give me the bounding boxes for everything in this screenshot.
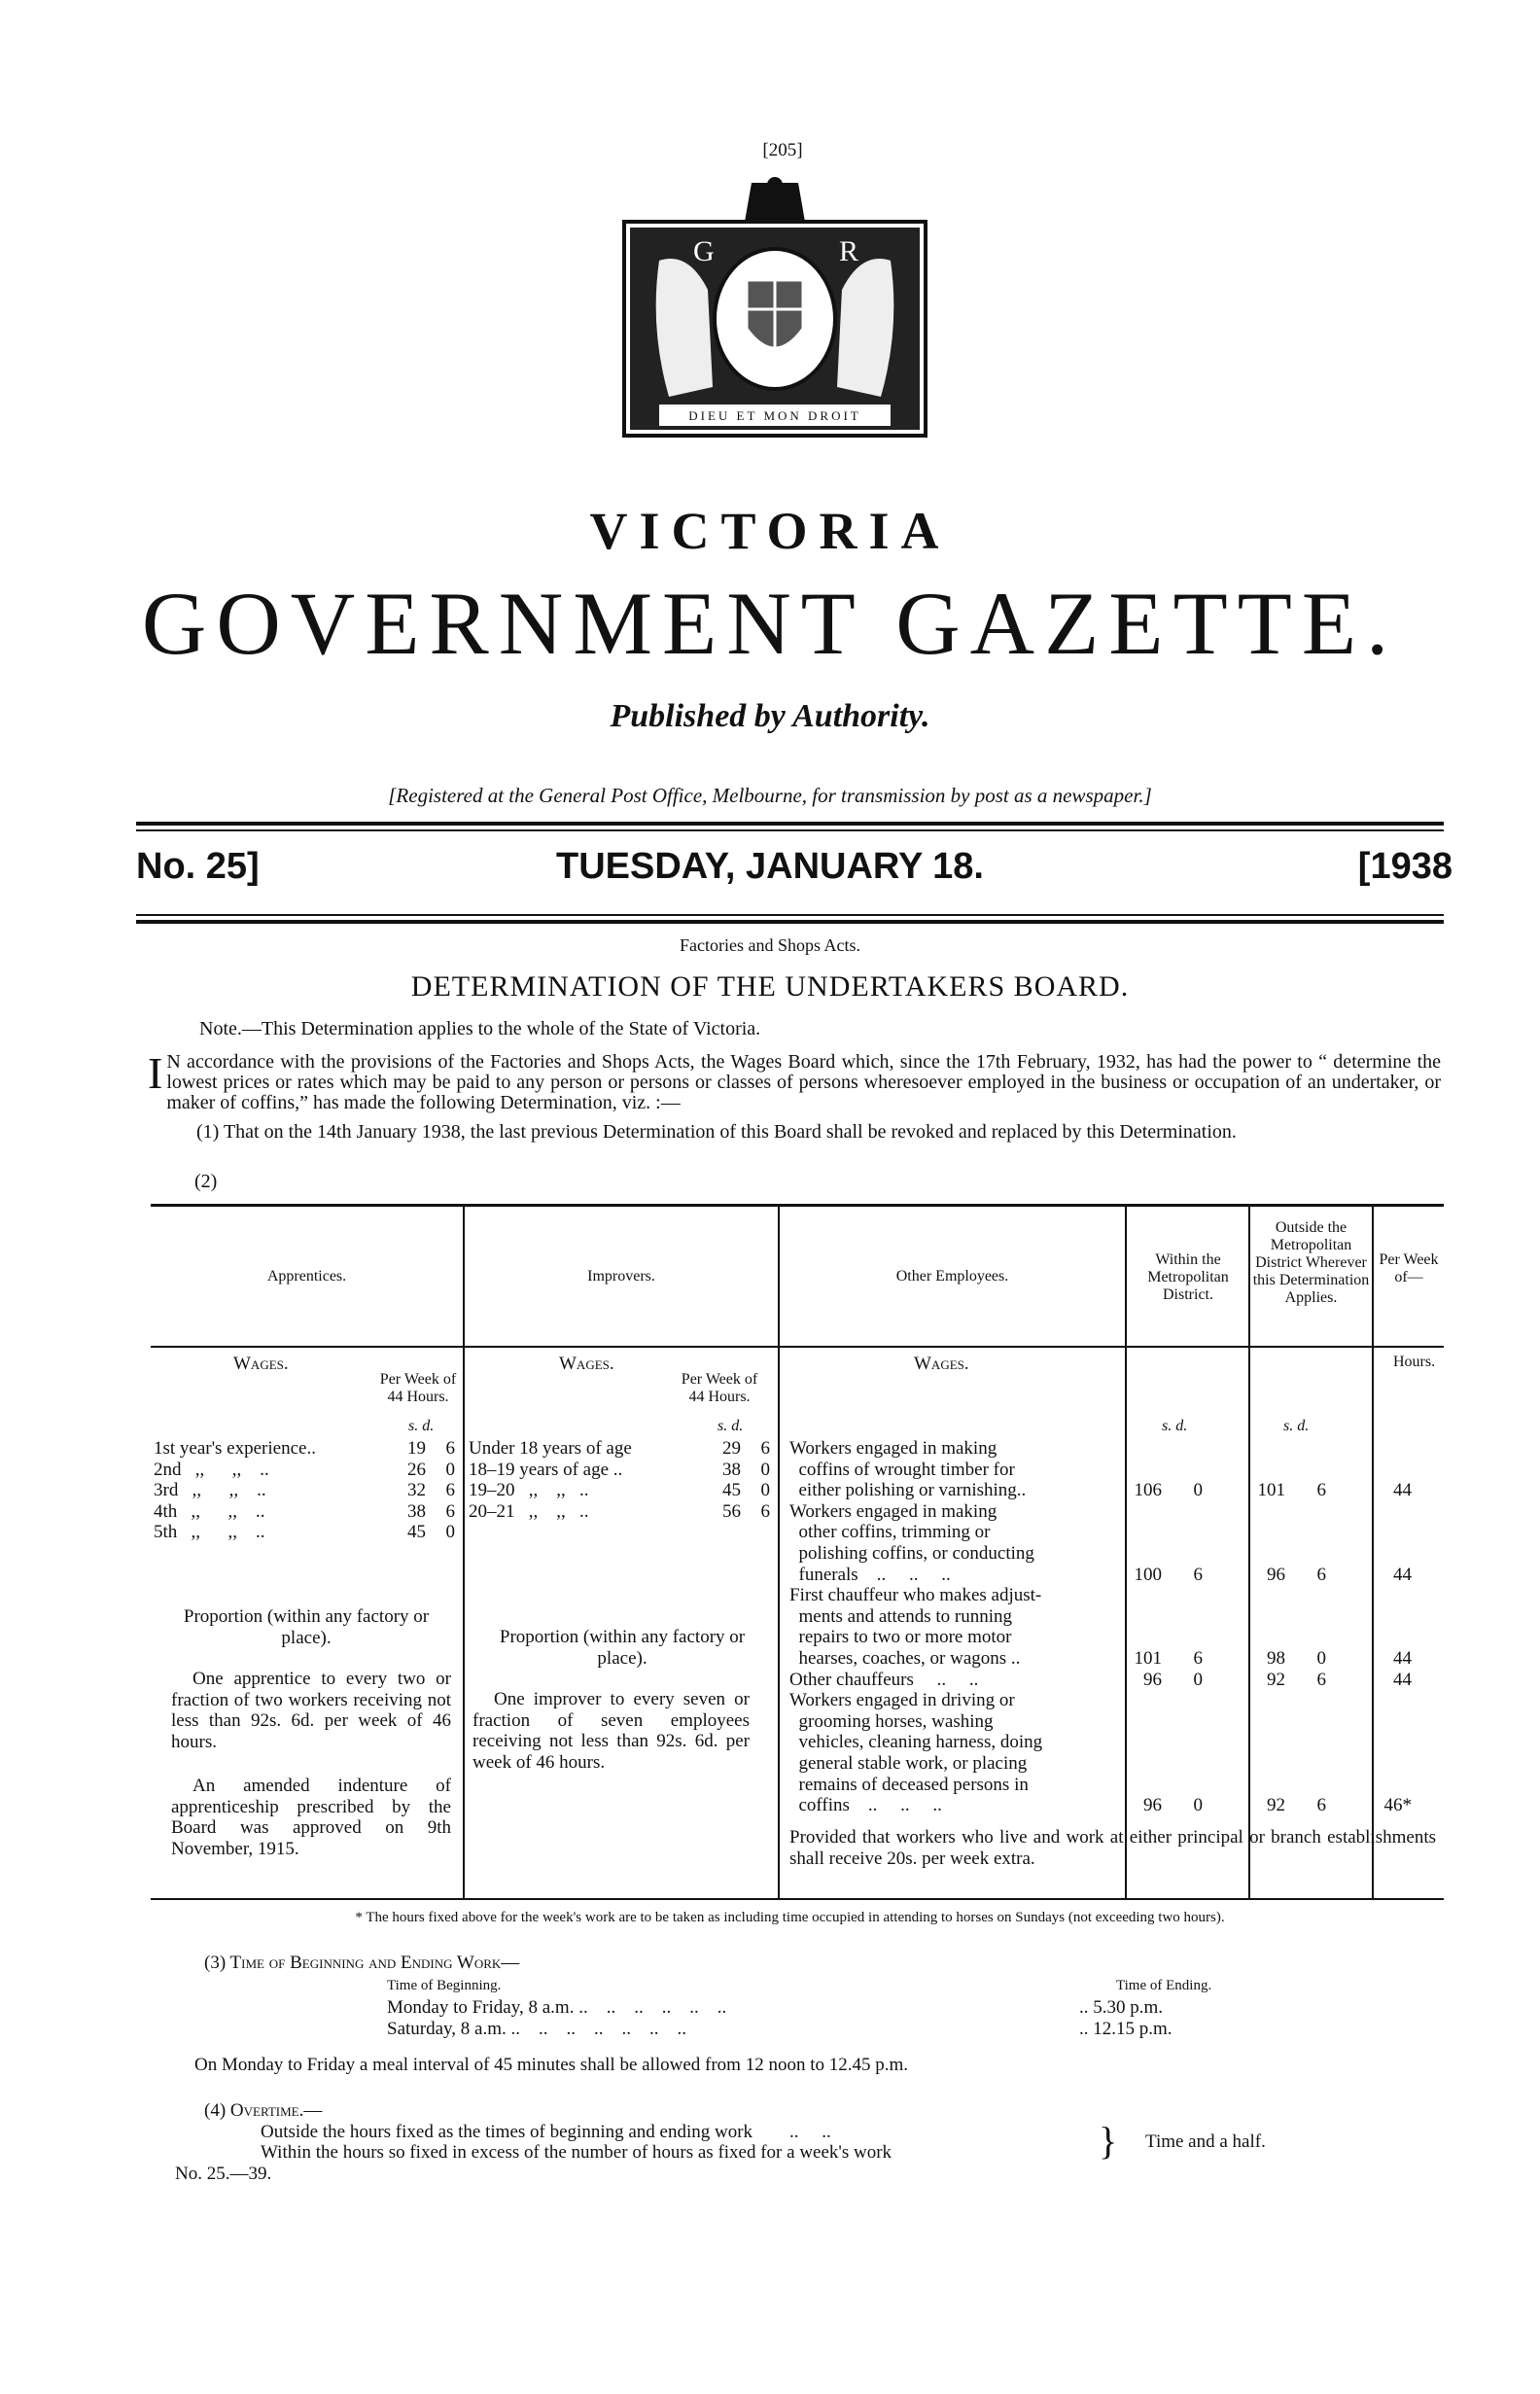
- hours-row-1-begin: Monday to Friday, 8 a.m. .. .. .. .. .. ..: [387, 1997, 727, 2018]
- clause-2: (2): [194, 1171, 218, 1192]
- proviso: Provided that workers who live and work at either principal or branch establishments shall receive 20s. per week extra.: [789, 1827, 1436, 1869]
- wage-pence: 6: [760, 1438, 770, 1459]
- amount-od: 6: [1316, 1564, 1326, 1585]
- outside-sd: s. d.: [1283, 1418, 1310, 1434]
- issue-number: No. 25]: [136, 846, 260, 887]
- hours-row-2-begin: Saturday, 8 a.m. .. .. .. .. .. .. ..: [387, 2019, 687, 2039]
- table-row: [789, 1460, 1441, 1481]
- amount-wd: 6: [1193, 1647, 1203, 1669]
- table-row: [789, 1732, 1441, 1753]
- employee-description: Workers engaged in making: [789, 1438, 998, 1459]
- improvers-per-week: Per Week of 44 Hours.: [681, 1371, 758, 1405]
- amount-os: 92: [1267, 1795, 1285, 1816]
- table-row: [154, 1522, 459, 1543]
- footer-reference: No. 25.—39.: [175, 2164, 272, 2184]
- table-row: [789, 1648, 1441, 1670]
- amount-od: 0: [1316, 1647, 1326, 1669]
- brace-icon: }: [1099, 2119, 1118, 2163]
- wage-shillings: 56: [722, 1500, 741, 1522]
- table-row: [789, 1480, 1441, 1501]
- meal-interval: On Monday to Friday a meal interval of 45 minutes shall be allowed from 12 noon to 12.45 p.m.: [194, 2055, 909, 2075]
- table-row: [469, 1480, 774, 1501]
- header-improvers: Improvers.: [587, 1268, 655, 1285]
- state-title: VICTORIA: [589, 502, 951, 560]
- amount-ws: 96: [1143, 1669, 1162, 1690]
- amount-h: 44: [1393, 1669, 1412, 1690]
- amount-ws: 100: [1134, 1564, 1162, 1585]
- wage-shillings: 38: [407, 1500, 426, 1522]
- hours-row-2-end: .. 12.15 p.m.: [1079, 2019, 1172, 2039]
- wage-pence: 6: [445, 1480, 455, 1501]
- wage-label: 3rd ,, ,, ..: [154, 1480, 266, 1501]
- table-row: [154, 1460, 459, 1481]
- employee-description: ments and attends to running: [789, 1605, 1013, 1627]
- overtime-rate: Time and a half.: [1145, 2131, 1266, 2152]
- apprentices-sd: s. d.: [408, 1418, 435, 1434]
- intro-paragraph: [148, 1048, 1441, 1113]
- page-number: [205]: [762, 140, 803, 160]
- clause-1: (1) That on the 14th January 1938, the last previous Determination of this Board shall be revoked and replaced by this Determination.: [196, 1121, 1237, 1143]
- amount-os: 101: [1257, 1480, 1285, 1501]
- amount-os: 98: [1267, 1647, 1285, 1669]
- other-employees-list: [789, 1438, 1441, 1816]
- col-end: Time of Ending.: [1116, 1978, 1212, 1993]
- apprentices-wages-label: Wages.: [233, 1354, 289, 1374]
- gazette-title: GOVERNMENT GAZETTE.: [141, 574, 1399, 673]
- hours-row-1-end: .. 5.30 p.m.: [1079, 1997, 1164, 2018]
- apprentice-indenture: An amended indenture of apprenticeship prescribed by the Board was approved on 9th November, 1915.: [171, 1776, 451, 1859]
- wage-label: Under 18 years of age: [469, 1438, 632, 1459]
- wage-pence: 6: [760, 1500, 770, 1522]
- wage-label: 19–20 ,, ,, ..: [469, 1480, 589, 1501]
- table-row: [154, 1438, 459, 1460]
- crest-letter-r: R: [839, 235, 859, 267]
- header-other-employees: Other Employees.: [895, 1268, 1009, 1285]
- table-row: [154, 1480, 459, 1501]
- table-row: [789, 1753, 1441, 1775]
- published-by-authority: Published by Authority.: [610, 698, 930, 734]
- intro-text: N accordance with the provisions of the Factories and Shops Acts, the Wages Board which, since the 17th February, 1932, has had the power to “ determine the lowest prices or rates which may be paid to any person or persons or classes of persons wheresoever employed in the business or occupation of an undertaker, or maker of coffins,” has made the following Determination, viz. :—: [166, 1051, 1441, 1113]
- wage-label: 18–19 years of age ..: [469, 1459, 623, 1480]
- hours-title-text: (3) Time of Beginning and Ending Work—: [204, 1953, 520, 1973]
- amount-wd: 6: [1193, 1564, 1203, 1585]
- apprentice-proportion-title: Proportion (within any factory or place).: [183, 1606, 430, 1648]
- hours-title: [204, 1953, 519, 1974]
- amount-h: 44: [1393, 1564, 1412, 1585]
- wage-label: 1st year's experience..: [154, 1438, 316, 1459]
- apprentice-proportion: One apprentice to every two or fraction of two workers receiving not less than 92s. 6d. per week of 46 hours.: [171, 1669, 451, 1752]
- table-row: [789, 1565, 1441, 1586]
- wage-shillings: 29: [722, 1438, 741, 1459]
- wage-shillings: 32: [407, 1480, 426, 1501]
- wage-label: 20–21 ,, ,, ..: [469, 1500, 589, 1522]
- amount-wd: 0: [1193, 1480, 1203, 1501]
- table-row: [789, 1690, 1441, 1711]
- registration-note: [Registered at the General Post Office, Melbourne, for transmission by post as a newspaper.]: [388, 784, 1152, 807]
- employee-description: Workers engaged in driving or: [789, 1690, 1015, 1711]
- employee-description: coffins .. .. ..: [789, 1795, 942, 1816]
- wage-pence: 0: [760, 1459, 770, 1480]
- crest-letter-g: G: [693, 235, 715, 267]
- amount-wd: 0: [1193, 1669, 1203, 1690]
- overtime-line-1: Outside the hours fixed as the times of beginning and ending work .. ..: [261, 2122, 831, 2142]
- issue-date: TUESDAY, JANUARY 18.: [556, 846, 984, 887]
- note: Note.—This Determination applies to the whole of the State of Victoria.: [199, 1018, 761, 1039]
- col-begin: Time of Beginning.: [387, 1978, 502, 1993]
- improver-proportion-title: Proportion (within any factory or place).: [499, 1627, 746, 1669]
- employee-description: First chauffeur who makes adjust-: [789, 1585, 1042, 1606]
- amount-od: 6: [1316, 1795, 1326, 1816]
- employee-description: Workers engaged in making: [789, 1500, 998, 1522]
- wage-pence: 0: [445, 1522, 455, 1543]
- wage-pence: 0: [760, 1480, 770, 1501]
- apprentices-per-week: Per Week of 44 Hours.: [379, 1371, 457, 1405]
- wage-pence: 6: [445, 1500, 455, 1522]
- wage-shillings: 45: [407, 1522, 426, 1543]
- amount-h: 46*: [1383, 1795, 1412, 1816]
- amount-h: 44: [1393, 1480, 1412, 1501]
- table-row: [789, 1670, 1441, 1691]
- employee-description: hearses, coaches, or wagons ..: [789, 1647, 1021, 1669]
- overtime-line-2: Within the hours so fixed in excess of the number of hours as fixed for a week's work: [261, 2142, 892, 2163]
- table-row: [789, 1501, 1441, 1523]
- royal-coat-of-arms: [620, 173, 929, 440]
- table-row: [789, 1711, 1441, 1733]
- amount-od: 6: [1316, 1480, 1326, 1501]
- employee-description: remains of deceased persons in: [789, 1774, 1029, 1795]
- amount-os: 92: [1267, 1669, 1285, 1690]
- crest-motto: DIEU ET MON DROIT: [688, 408, 861, 423]
- wage-label: 4th ,, ,, ..: [154, 1500, 265, 1522]
- table-row: [789, 1795, 1441, 1816]
- employee-description: coffins of wrought timber for: [789, 1459, 1015, 1480]
- acts-title: Factories and Shops Acts.: [680, 935, 860, 955]
- table-row: [789, 1585, 1441, 1606]
- wage-shillings: 45: [722, 1480, 741, 1501]
- determination-heading: DETERMINATION OF THE UNDERTAKERS BOARD.: [410, 970, 1130, 1003]
- employee-description: general stable work, or placing: [789, 1752, 1028, 1774]
- table-row: [154, 1501, 459, 1523]
- wage-label: 5th ,, ,, ..: [154, 1522, 265, 1543]
- amount-ws: 101: [1134, 1647, 1162, 1669]
- wage-shillings: 26: [407, 1459, 426, 1480]
- wage-shillings: 38: [722, 1459, 741, 1480]
- wage-pence: 6: [445, 1438, 455, 1459]
- hours-label: Hours.: [1393, 1354, 1436, 1370]
- employee-description: vehicles, cleaning harness, doing: [789, 1732, 1043, 1753]
- apprentices-wage-list: [154, 1438, 459, 1543]
- table-row: [789, 1522, 1441, 1543]
- footnote: * The hours fixed above for the week's work are to be taken as including time occupied in attending to horses on Sundays (not exceeding two hours).: [355, 1910, 1225, 1925]
- amount-wd: 0: [1193, 1795, 1203, 1816]
- employee-description: either polishing or varnishing..: [789, 1480, 1027, 1501]
- header-per-week: Per Week of—: [1379, 1251, 1439, 1285]
- header-outside-metro: Outside the Metropolitan District Wherever this Determination Applies.: [1252, 1219, 1370, 1306]
- amount-ws: 96: [1143, 1795, 1162, 1816]
- table-row: [789, 1775, 1441, 1796]
- wage-pence: 0: [445, 1459, 455, 1480]
- table-row: [469, 1438, 774, 1460]
- within-sd: s. d.: [1162, 1418, 1188, 1434]
- header-apprentices: Apprentices.: [266, 1268, 347, 1285]
- amount-ws: 106: [1134, 1480, 1162, 1501]
- overtime-title: (4) Overtime.—: [204, 2100, 323, 2121]
- improvers-sd: s. d.: [718, 1418, 744, 1434]
- wage-shillings: 19: [407, 1438, 426, 1459]
- issue-year: [1938: [1357, 846, 1452, 887]
- amount-os: 96: [1267, 1564, 1285, 1585]
- improvers-wage-list: [469, 1438, 774, 1522]
- header-within-metro: Within the Metropolitan District.: [1147, 1251, 1229, 1303]
- amount-h: 44: [1393, 1647, 1412, 1669]
- employee-description: Other chauffeurs .. ..: [789, 1669, 979, 1690]
- employee-description: polishing coffins, or conducting: [789, 1542, 1034, 1564]
- table-row: [789, 1606, 1441, 1628]
- table-row: [789, 1438, 1441, 1460]
- improvers-wages-label: Wages.: [559, 1354, 614, 1374]
- table-row: [469, 1460, 774, 1481]
- wage-label: 2nd ,, ,, ..: [154, 1459, 269, 1480]
- employee-description: other coffins, trimming or: [789, 1522, 991, 1543]
- amount-od: 6: [1316, 1669, 1326, 1690]
- table-row: [469, 1501, 774, 1523]
- drop-cap: I: [148, 1048, 163, 1098]
- employee-description: funerals .. .. ..: [789, 1564, 951, 1585]
- other-wages-label: Wages.: [914, 1354, 969, 1374]
- employee-description: repairs to two or more motor: [789, 1627, 1012, 1648]
- employee-description: grooming horses, washing: [789, 1710, 994, 1732]
- improver-proportion: One improver to every seven or fraction of seven employees receiving not less than 92s. 6d. per week of 46 hours.: [472, 1689, 750, 1773]
- table-row: [789, 1543, 1441, 1565]
- table-row: [789, 1627, 1441, 1648]
